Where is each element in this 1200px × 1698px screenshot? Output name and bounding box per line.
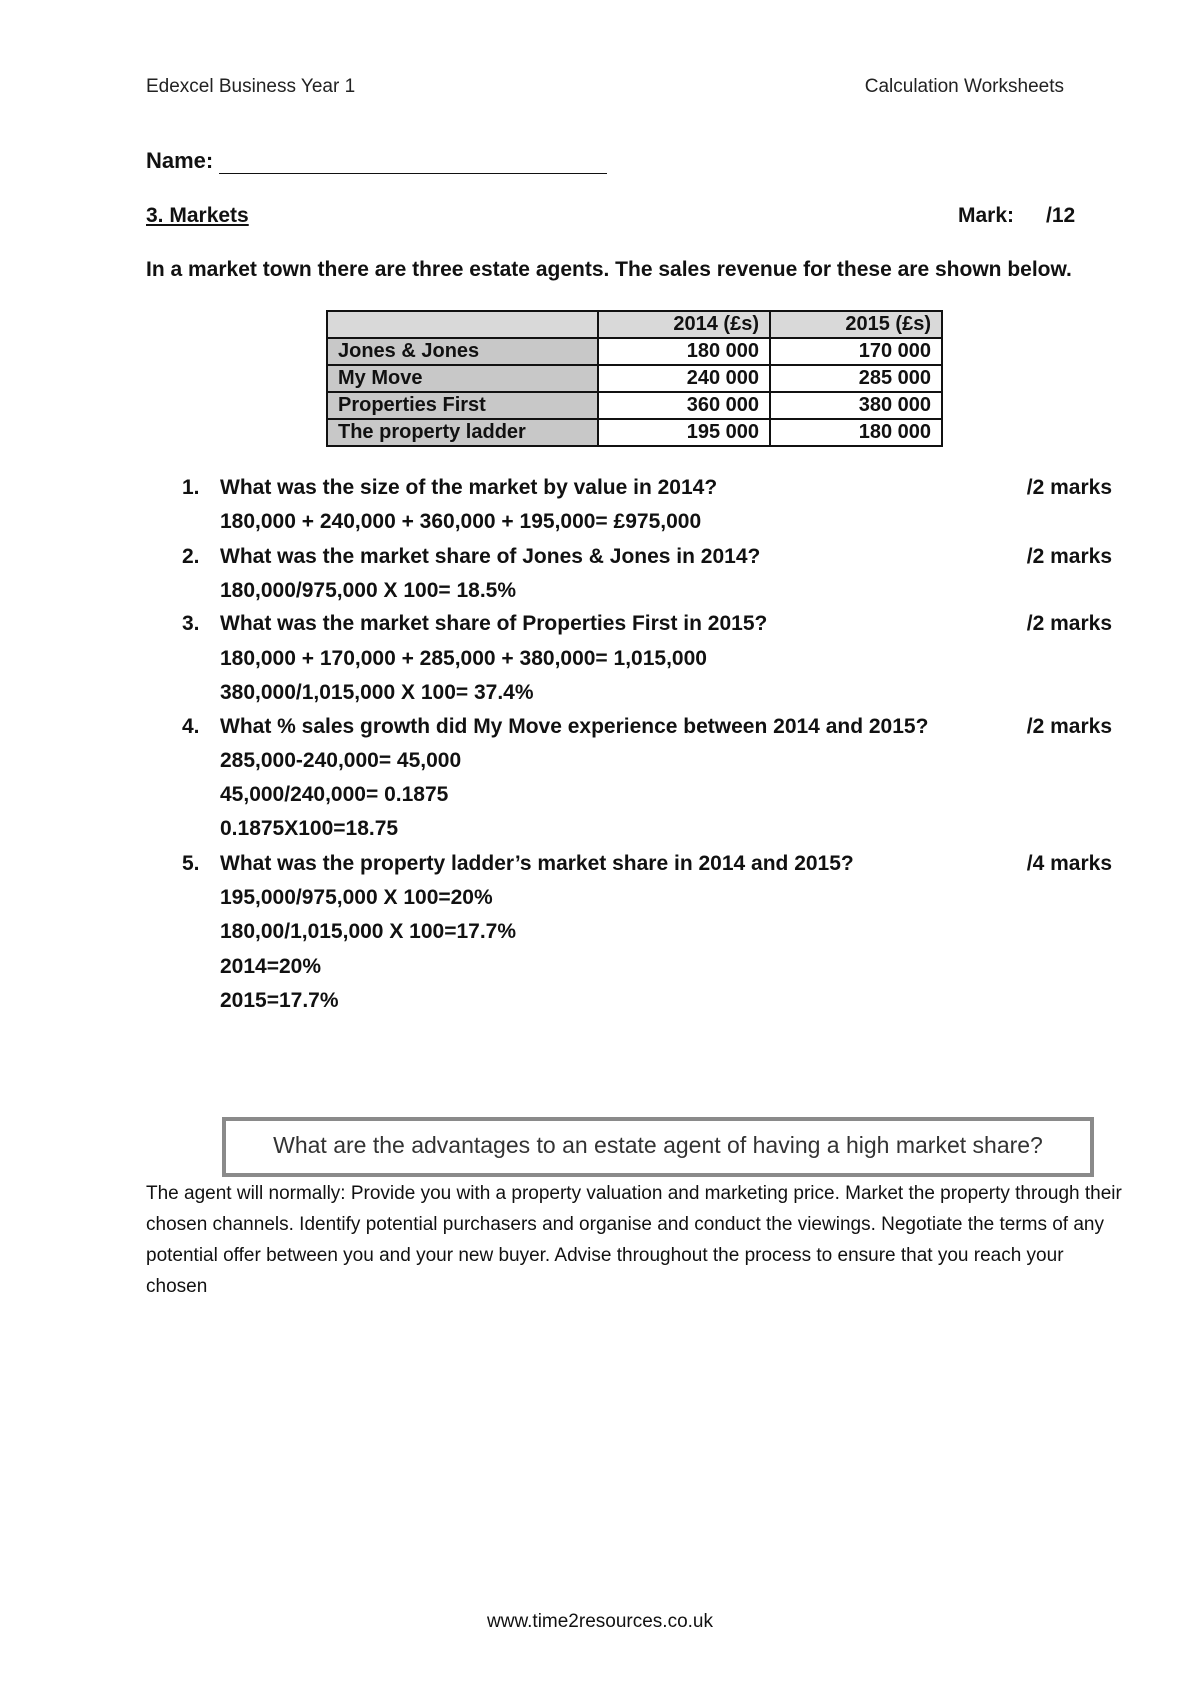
answer-line: 180,000 + 240,000 + 360,000 + 195,000= £975,000 (220, 510, 702, 533)
name-label: Name: (146, 148, 214, 173)
revenue-2014-cell: 360 000 (598, 392, 770, 419)
footer-url: www.time2resources.co.uk (487, 1611, 713, 1632)
agent-name-cell: Jones & Jones (327, 338, 598, 365)
question-2-marks: /2 marks (1026, 545, 1112, 568)
answer-line: 2014=20% (220, 955, 322, 978)
question-text: What was the size of the market by value in 2014? (220, 476, 718, 499)
agent-name-cell: Properties First (327, 392, 598, 419)
answer-line: 2015=17.7% (220, 989, 339, 1012)
name-field (146, 148, 607, 174)
revenue-table (326, 310, 943, 447)
revenue-2014-cell: 180 000 (598, 338, 770, 365)
revenue-2014-cell: 195 000 (598, 419, 770, 446)
revenue-2015-cell: 380 000 (770, 392, 942, 419)
table-header-cell: 2015 (£s) (770, 311, 942, 338)
question-number: 5. (182, 852, 200, 875)
question-number: 2. (182, 545, 200, 568)
table-row (327, 365, 942, 392)
question-text: What was the property ladder’s market share in 2014 and 2015? (220, 852, 854, 875)
question-text: What was the market share of Jones & Jones in 2014? (220, 545, 761, 568)
intro-text: In a market town there are three estate agents. The sales revenue for these are shown below. (146, 258, 1072, 281)
header-left: Edexcel Business Year 1 (146, 76, 356, 97)
table-header-row (327, 311, 942, 338)
answer-line: 180,000/975,000 X 100= 18.5% (220, 579, 517, 602)
table-row (327, 419, 942, 446)
header-right: Calculation Worksheets (864, 76, 1064, 97)
table-row (327, 392, 942, 419)
revenue-2015-cell: 180 000 (770, 419, 942, 446)
answer-line: 180,000 + 170,000 + 285,000 + 380,000= 1,015,000 (220, 647, 707, 670)
answer-line: 180,00/1,015,000 X 100=17.7% (220, 920, 517, 943)
discussion-question-box: What are the advantages to an estate agent of having a high market share? (222, 1117, 1094, 1177)
mark-total: /12 (1046, 204, 1076, 227)
answer-line: 195,000/975,000 X 100=20% (220, 886, 493, 909)
table-row (327, 338, 942, 365)
answer-line: 380,000/1,015,000 X 100= 37.4% (220, 681, 534, 704)
question-4-marks: /2 marks (1026, 715, 1112, 738)
table-header-cell: 2014 (£s) (598, 311, 770, 338)
answer-paragraph: The agent will normally: Provide you with a property valuation and marketing price. Market the property through their chosen channels. Identify potential purchasers and organise and conduct the viewings. Negotiate the terms of any potential offer between you and your new buyer. Advise throughout the process to ensure that you reach your chosen (146, 1183, 1122, 1297)
answer-line: 45,000/240,000= 0.1875 (220, 783, 449, 806)
mark-label: Mark: (958, 204, 1015, 227)
question-1-marks: /2 marks (1026, 476, 1112, 499)
question-text: What % sales growth did My Move experience between 2014 and 2015? (220, 715, 929, 738)
question-number: 1. (182, 476, 200, 499)
section-title: 3. Markets (146, 204, 249, 227)
answer-line: 0.1875X100=18.75 (220, 817, 399, 840)
agent-name-cell: My Move (327, 365, 598, 392)
name-blank-line (219, 151, 607, 174)
revenue-2015-cell: 285 000 (770, 365, 942, 392)
agent-name-cell: The property ladder (327, 419, 598, 446)
question-3-marks: /2 marks (1026, 612, 1112, 635)
question-5-marks: /4 marks (1026, 852, 1112, 875)
question-number: 3. (182, 612, 200, 635)
question-number: 4. (182, 715, 200, 738)
question-text: What was the market share of Properties First in 2015? (220, 612, 768, 635)
revenue-2015-cell: 170 000 (770, 338, 942, 365)
revenue-2014-cell: 240 000 (598, 365, 770, 392)
answer-line: 285,000-240,000= 45,000 (220, 749, 462, 772)
table-header-cell (327, 311, 598, 338)
